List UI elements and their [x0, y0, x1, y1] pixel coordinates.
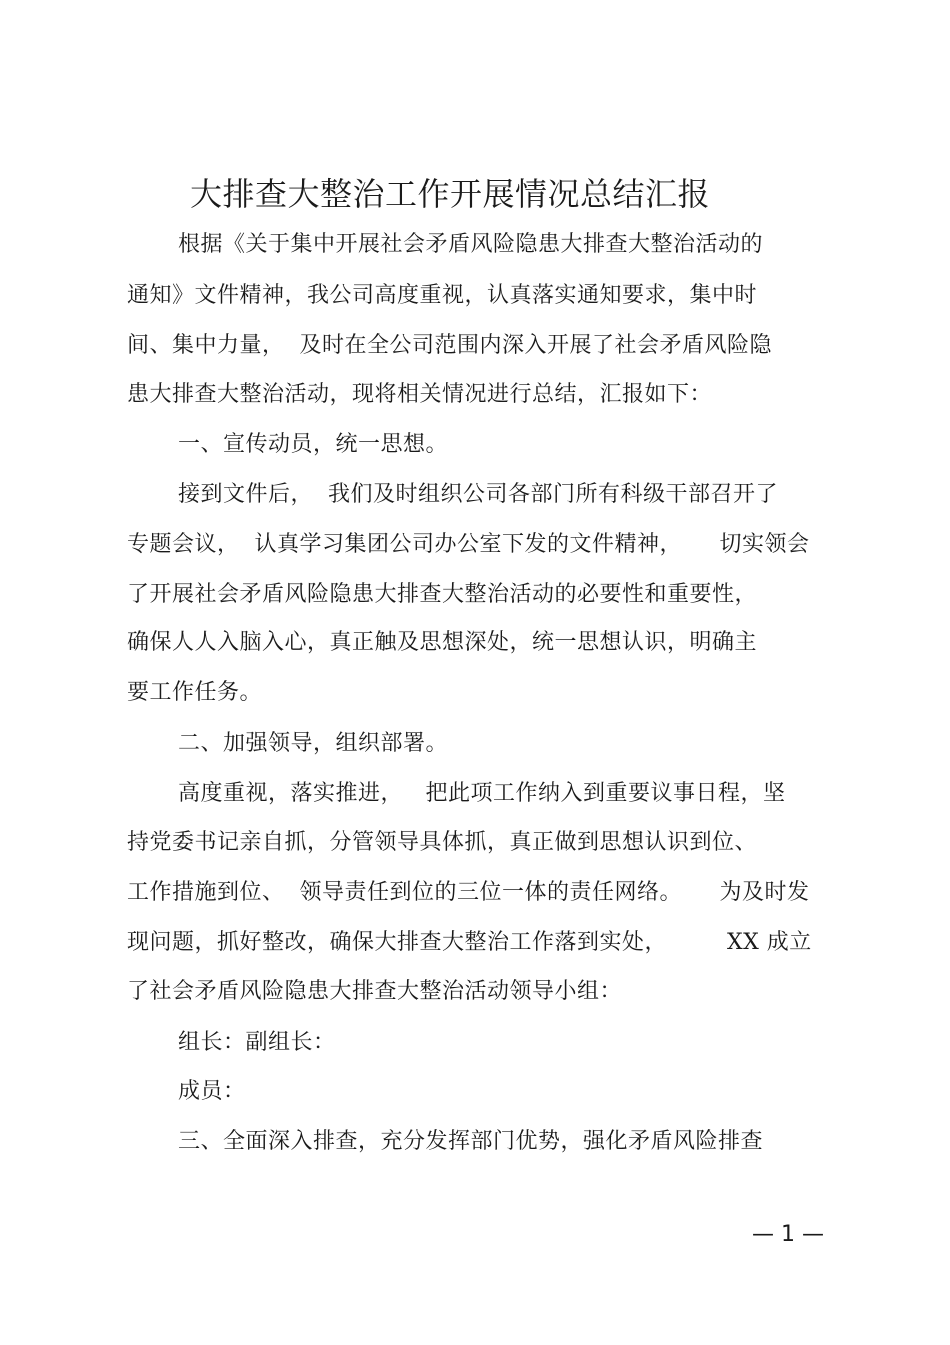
- paragraph-line-6: 专题会议， 认真学习集团公司办公室下发的文件精神， 切实领会: [127, 532, 810, 557]
- group-members-line: 成员：: [178, 1079, 246, 1104]
- paragraph-line-4: 患大排查大整治活动，现将相关情况进行总结，汇报如下：: [127, 382, 713, 407]
- paragraph-line-12: 工作措施到位、 领导责任到位的三位一体的责任网络。 为及时发: [127, 880, 810, 905]
- section-heading-1: 一、宣传动员，统一思想。: [178, 432, 449, 457]
- page-number: — 1 —: [752, 1222, 824, 1247]
- document-title: 大排查大整治工作开展情况总结汇报: [189, 175, 710, 213]
- paragraph-line-1: 根据《关于集中开展社会矛盾风险隐患大排查大整治活动的: [178, 232, 764, 257]
- paragraph-line-9: 要工作任务。: [127, 680, 263, 705]
- paragraph-line-5: 接到文件后， 我们及时组织公司各部门所有科级干部召开了: [178, 482, 778, 507]
- paragraph-line-13: 现问题，抓好整改，确保大排查大整治工作落到实处， XX 成立: [127, 930, 812, 955]
- paragraph-line-3: 间、集中力量， 及时在全公司范围内深入开展了社会矛盾风险隐: [127, 333, 772, 358]
- group-leaders-line: 组长：副组长：: [178, 1030, 336, 1055]
- paragraph-line-11: 持党委书记亲自抓，分管领导具体抓，真正做到思想认识到位、: [127, 830, 758, 855]
- paragraph-line-2: 通知》文件精神，我公司高度重视，认真落实通知要求，集中时: [127, 283, 758, 308]
- paragraph-line-14: 了社会矛盾风险隐患大排查大整治活动领导小组：: [127, 979, 623, 1004]
- section-heading-2: 二、加强领导，组织部署。: [178, 731, 449, 756]
- paragraph-line-10: 高度重视，落实推进， 把此项工作纳入到重要议事日程，坚: [178, 781, 786, 806]
- section-heading-3: 三、全面深入排查，充分发挥部门优势，强化矛盾风险排查: [178, 1129, 764, 1154]
- paragraph-line-7: 了开展社会矛盾风险隐患大排查大整治活动的必要性和重要性，: [127, 582, 758, 607]
- paragraph-line-8: 确保人人入脑入心，真正触及思想深处，统一思想认识，明确主: [127, 630, 758, 655]
